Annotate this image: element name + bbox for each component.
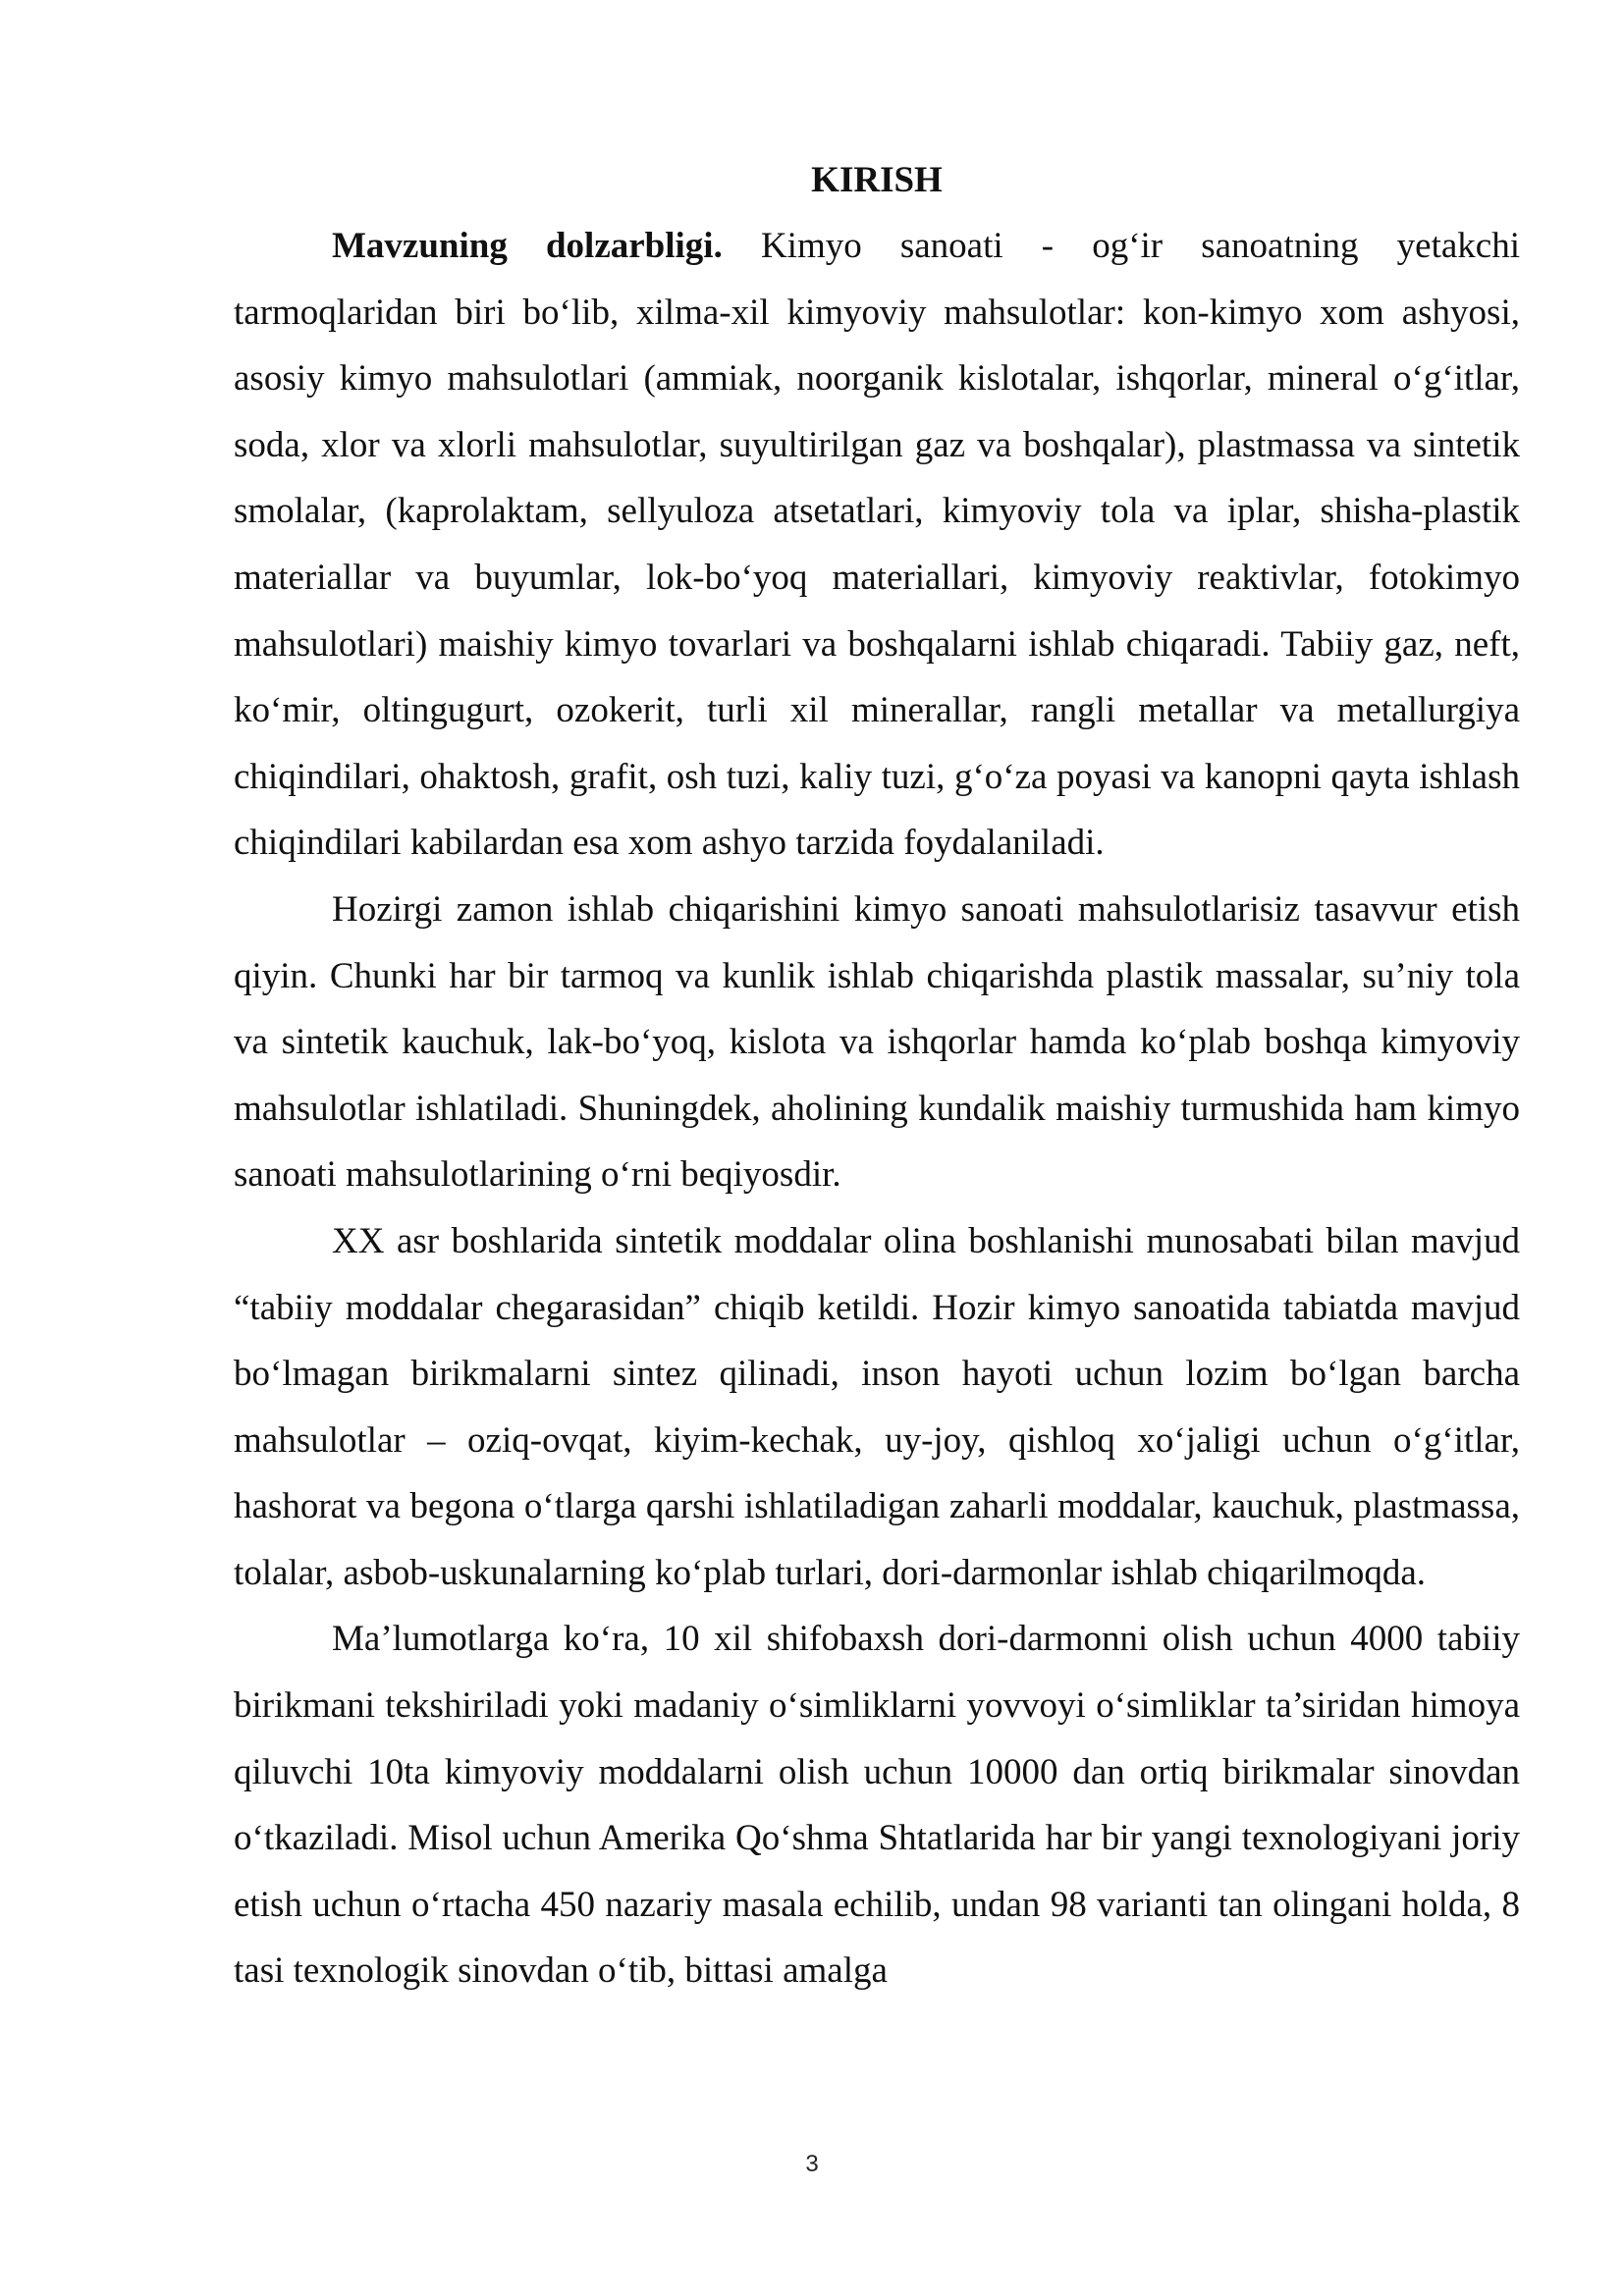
paragraph-1	[234, 213, 1520, 877]
paragraph-lead: Mavzuning dolzarbligi.	[332, 226, 723, 266]
paragraph-text: Kimyo sanoati - og‘ir sanoatning yetakchi tarmoqlaridan biri bo‘lib, xilma-xil kimyoviy mahsulotlar: kon-kimyo xom ashyosi, asosiy kimyo mahsulotlari (ammiak, noorganik kislotalar, ishqorlar, mineral o‘g‘itlar, soda, xlor va xlorli mahsulotlar, suyultirilgan gaz va boshqalar), plastmassa va sintetik smolalar, (kaprolaktam, sellyuloza atsetatlari, kimyoviy tola va iplar, shisha-plastik materiallar va buyumlar, lok-bo‘yoq materiallari, kimyoviy reaktivlar, fotokimyo mahsulotlari) maishiy kimyo tovarlari va boshqalarni ishlab chiqaradi. Tabiiy gaz, neft, ko‘mir, oltingugurt, ozokerit, turli xil minerallar, rangli metallar va metallurgiya chiqindilari, ohaktosh, grafit, osh tuzi, kaliy tuzi, g‘o‘za poyasi va kanopni qayta ishlash chiqindilari kabilardan esa xom ashyo tarzida foydalaniladi.	[234, 226, 1520, 864]
section-heading: KIRISH	[811, 160, 943, 200]
paragraph-text: Hozirgi zamon ishlab chiqarishini kimyo sanoati mahsulotlarisiz tasavvur etish qiyin. Chunki har bir tarmoq va kunlik ishlab chiqarishda plastik massalar, su’niy tola va sintetik kauchuk, lak-bo‘yoq, kislota va ishqorlar hamda ko‘plab boshqa kimyoviy mahsulotlar ishlatiladi. Shuningdek, aholining kundalik maishiy turmushida ham kimyo sanoati mahsulotlarining o‘rni beqiyosdir.	[234, 888, 1520, 1196]
paragraph-text: XX asr boshlarida sintetik moddalar olina boshlanishi munosabati bilan mavjud “tabiiy moddalar chegarasidan” chiqib ketildi. Hozir kimyo sanoatida tabiatda mavjud bo‘lmagan birikmalarni sintez qilinadi, inson hayoti uchun lozim bo‘lgan barcha mahsulotlar – oziq-ovqat, kiyim-kechak, uy-joy, qishloq xo‘jaligi uchun o‘g‘itlar, hashorat va begona o‘tlarga qarshi ishlatiladigan zaharli moddalar, kauchuk, plastmassa, tolalar, asbob-uskunalarning ko‘plab turlari, dori-darmonlar ishlab chiqarilmoqda.	[234, 1220, 1520, 1593]
page-body	[234, 147, 1520, 2004]
paragraph-4	[234, 1606, 1520, 2004]
page-number: 3	[805, 2151, 819, 2177]
paragraph-2	[234, 877, 1520, 1208]
paragraph-3	[234, 1208, 1520, 1607]
paragraph-text: Ma’lumotlarga ko‘ra, 10 xil shifobaxsh dori-darmonni olish uchun 4000 tabiiy birikmani tekshiriladi yoki madaniy o‘simliklarni yovvoyi o‘simliklar ta’siridan himoya qiluvchi 10ta kimyoviy moddalarni olish uchun 10000 dan ortiq birikmalar sinovdan o‘tkaziladi. Misol uchun Amerika Qo‘shma Shtatlarida har bir yangi texnologiyani joriy etish uchun o‘rtacha 450 nazariy masala echilib, undan 98 varianti tan olingani holda, 8 tasi texnologik sinovdan o‘tib, bittasi amalga	[234, 1619, 1520, 1992]
